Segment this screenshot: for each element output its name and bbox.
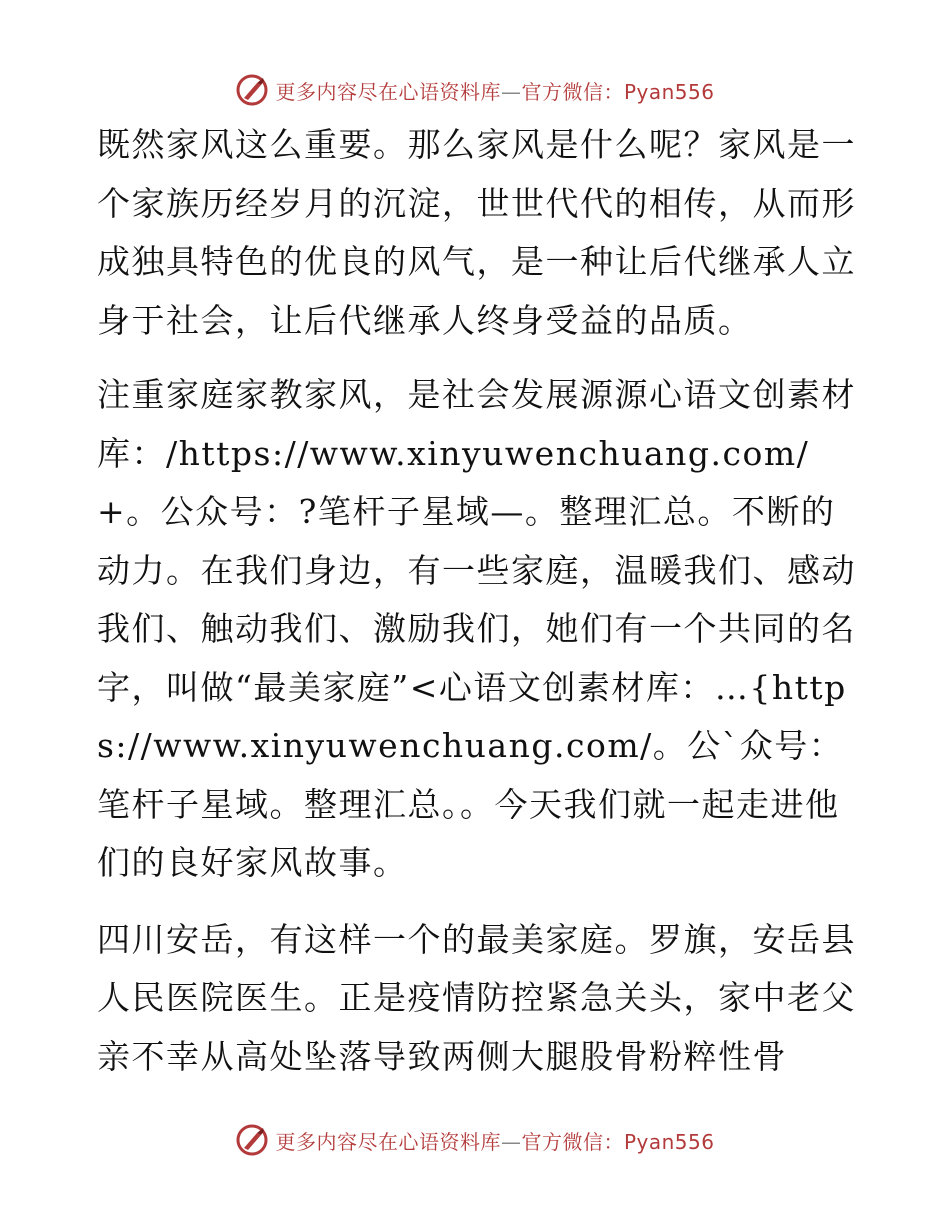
paragraph-1: 既然家风这么重要。那么家风是什么呢？家风是一个家族历经岁月的沉淀，世世代代的相传，从而形成独具特色的优良的风气，是一种让后代继承人立身于社会，让后代继承人终身受益的品质。 bbox=[97, 125, 856, 340]
document-body bbox=[97, 116, 857, 1086]
header-banner-separator: — bbox=[500, 79, 522, 104]
footer-banner-wechat: 官方微信：Pyan556 bbox=[521, 1129, 715, 1154]
header-banner-main: 更多内容尽在心语资料库 bbox=[275, 79, 501, 104]
footer-banner-separator: — bbox=[500, 1129, 522, 1154]
quill-circle-logo-icon bbox=[235, 1123, 269, 1157]
footer-banner-main: 更多内容尽在心语资料库 bbox=[275, 1129, 501, 1154]
footer-banner bbox=[0, 1120, 950, 1160]
quill-circle-logo-icon bbox=[235, 73, 269, 107]
footer-banner-text bbox=[275, 1126, 714, 1155]
header-banner bbox=[0, 70, 950, 110]
paragraph-3: 四川安岳，有这样一个的最美家庭。罗旗，安岳县人民医院医生。正是疫情防控紧急关头，家中老父亲不幸从高处坠落导致两侧大腿股骨粉粹性骨 bbox=[97, 919, 856, 1076]
header-banner-wechat: 官方微信：Pyan556 bbox=[521, 79, 715, 104]
header-banner-text bbox=[275, 76, 714, 105]
paragraph-2: 注重家庭家教家风，是社会发展源源心语文创素材库：/https://www.xinyuwenchuang.com/+。公众号：?笔杆子星域—。整理汇总。不断的动力。在我们身边，有一些家庭，温暖我们、感动我们、触动我们、激励我们，她们有一个共同的名字，叫做“最美家庭”<心语文创素材库：…{https://www.xinyuwenchuang.com/。公`众号：笔杆子星域。整理汇总。。今天我们就一起走进他们的良好家风故事。 bbox=[97, 375, 856, 882]
